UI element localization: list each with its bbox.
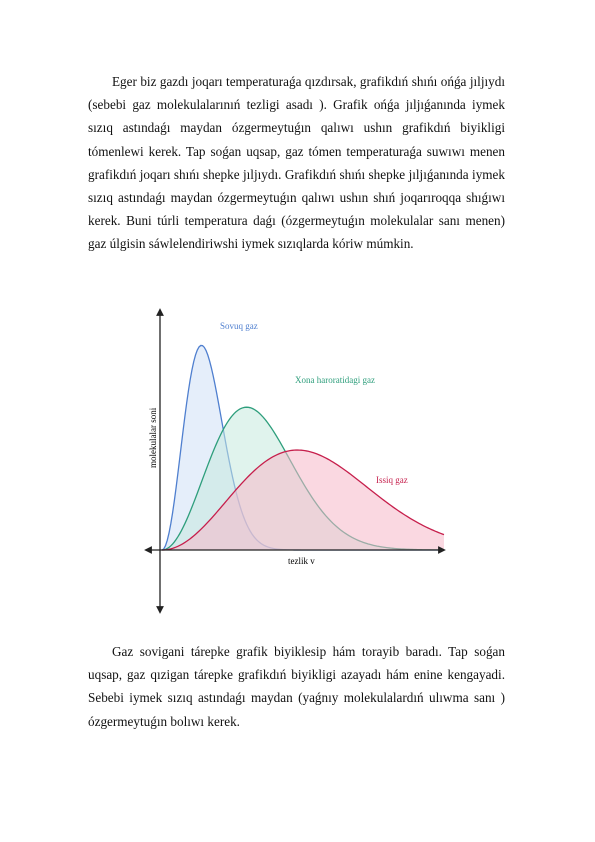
maxwell-distribution-figure (140, 300, 450, 618)
paragraph-2 (88, 640, 505, 733)
series-label-issiq-gaz: Issiq gaz (376, 475, 408, 485)
distribution-chart (140, 300, 450, 618)
series-label-xona-harorat: Xona haroratidagi gaz (295, 375, 375, 385)
paragraph-1 (88, 70, 505, 256)
series-label-sovuq-gaz: Sovuq gaz (220, 321, 258, 331)
x-axis-label: tezlik v (288, 556, 315, 566)
y-axis-label: molekulalar soni (148, 407, 158, 468)
paragraph-2-text: Gaz sovigani tárepke grafik biyiklesip hám torayib baradı. Tap soǵan uqsap, gaz qızigan tárepke grafikdıń biyikligi azayadı hám enine kengayadi. Sebebi iymek sızıq astındaǵı maydan (yaǵnıy molekulalardıń ulıwma sanı ) ózgermeytuǵın bolıwı kerek. (88, 644, 505, 729)
paragraph-1-text: Eger biz gazdı joqarı temperaturaǵa qızdırsak, grafikdıń shıńı ońǵa jıljıydı (sebebi gaz molekulalarınıń tezligi asadı ). Grafik ońǵa jıljıǵanında iymek sızıq astındaǵı maydan ózgermeytuǵın qalıwı ushın grafikdıń biyikligi tómenlewi kerek. Tap soǵan uqsap, gaz tómen temperaturaǵa suwıwı menen grafikdıń joqarı shıńı shepke jıljıydı. Grafikdıń shıńı shepke jıljıǵanında iymek sızıq astındaǵı maydan ózgermeytuǵın qalıwı ushın shıń joqarıroqqa shıǵıwı kerek. Buni túrli temperatura daǵı (ózgermeytuǵın molekulalar sanı menen) gaz úlgisin sáwlelendiriwshi iymek sızıqlarda kóriw múmkin. (88, 74, 505, 252)
